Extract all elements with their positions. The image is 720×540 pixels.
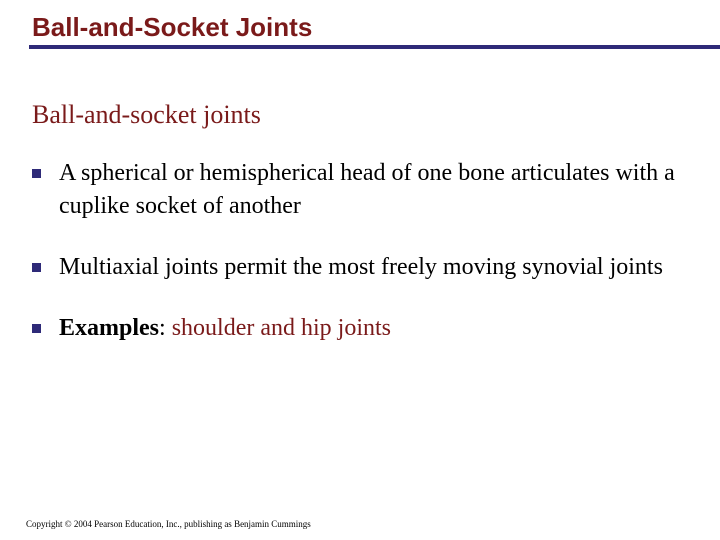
slide-title: Ball-and-Socket Joints <box>32 12 313 42</box>
bullet-list <box>32 157 712 345</box>
square-bullet-icon <box>32 324 41 333</box>
square-bullet-icon <box>32 263 41 272</box>
examples-separator: : <box>159 315 172 341</box>
section-heading: Ball-and-socket joints <box>32 100 261 129</box>
title-divider <box>29 45 720 49</box>
square-bullet-icon <box>32 169 41 178</box>
bullet-text: A spherical or hemispherical head of one bone articulates with a cuplike socket of another <box>59 160 675 219</box>
bullet-item-multiaxial <box>32 251 712 284</box>
examples-value: shoulder and hip joints <box>171 315 392 341</box>
copyright-footer: Copyright © 2004 Pearson Education, Inc., publishing as Benjamin Cummings <box>26 519 311 529</box>
bullet-item-ball-socket-description <box>32 157 712 223</box>
bullet-item-examples <box>32 312 712 345</box>
examples-label: Examples <box>59 315 160 341</box>
bullet-text: Multiaxial joints permit the most freely moving synovial joints <box>59 254 663 280</box>
